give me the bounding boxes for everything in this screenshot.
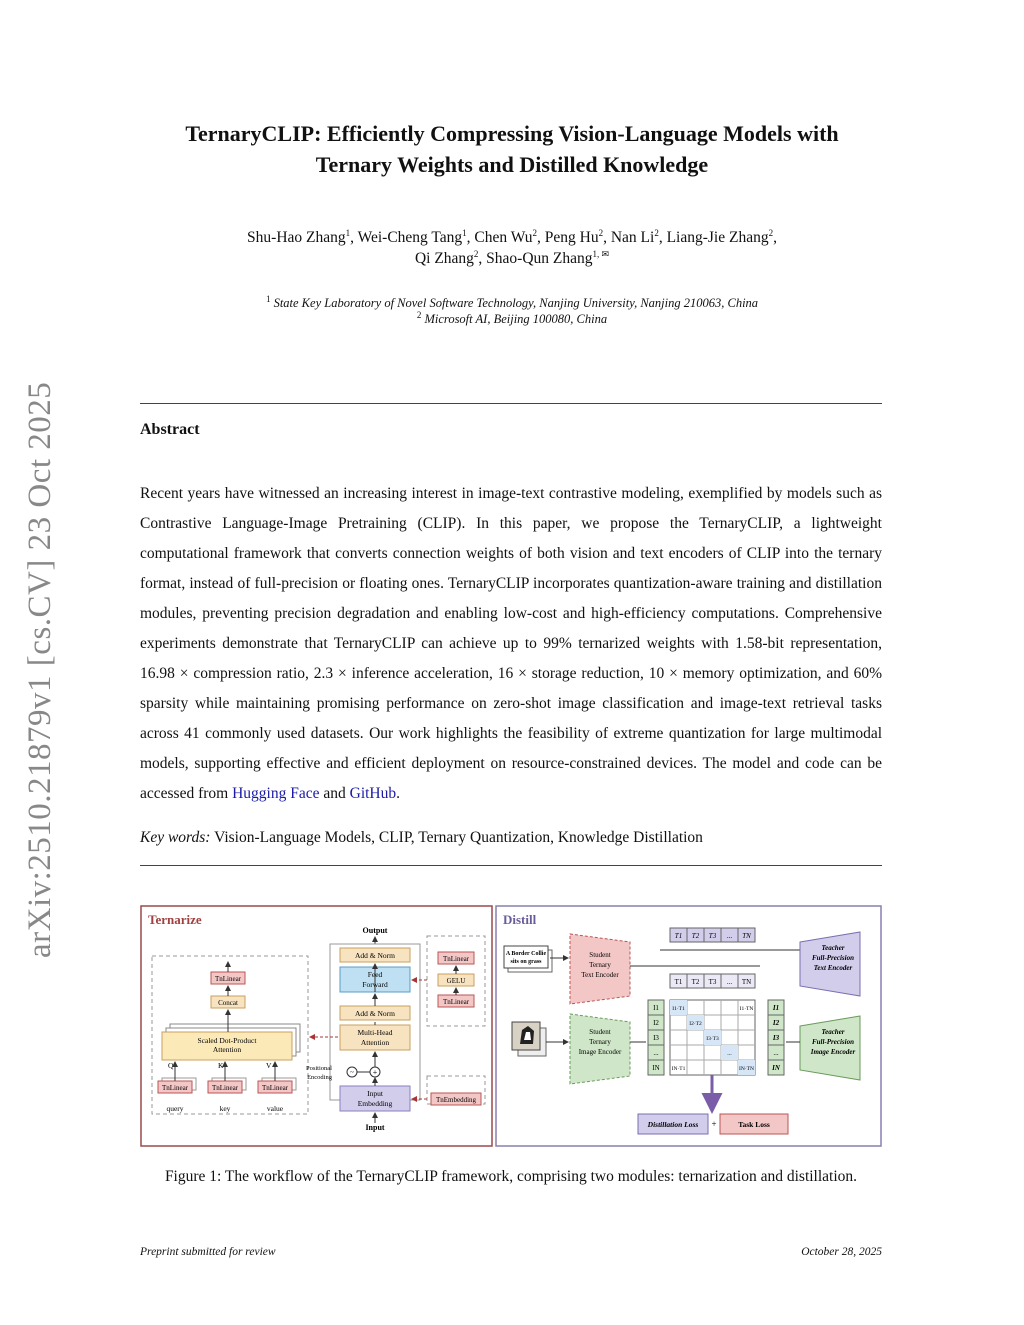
hugging-face-link[interactable]: Hugging Face bbox=[232, 785, 320, 802]
input-label: Input bbox=[365, 1123, 385, 1132]
author-list: Shu-Hao Zhang$^1$, Wei-Cheng Tang$^1$, Chen Wu$^2$, Peng Hu$^2$, Nan Li$^2$, Liang-Jie Zhang$^2$, Qi Zhang$^2$, Shao-Qun Zhang$^{1, ✉}$ bbox=[247, 227, 777, 267]
svg-text:Feed: Feed bbox=[367, 970, 383, 979]
workflow-figure bbox=[140, 904, 884, 1148]
affiliation-1: $^1$ State Key Laboratory of Novel Software Technology, Nanjing University, Nanjing 210063, China bbox=[265, 293, 759, 310]
svg-text:Ternary: Ternary bbox=[589, 1038, 611, 1046]
abstract-heading: Abstract bbox=[140, 421, 200, 438]
svg-text:TnLinear: TnLinear bbox=[261, 1084, 289, 1092]
plus-sign: + bbox=[711, 1119, 717, 1129]
svg-text:TN: TN bbox=[742, 932, 751, 940]
svg-text:GELU: GELU bbox=[446, 977, 466, 985]
similarity-matrix bbox=[670, 1000, 755, 1075]
footer-left: Preprint submitted for review bbox=[140, 1246, 276, 1258]
svg-text:Full-Precision: Full-Precision bbox=[811, 1038, 855, 1046]
svg-text:I3·T3: I3·T3 bbox=[706, 1036, 719, 1042]
query-label: query bbox=[166, 1104, 184, 1113]
svg-text:T2: T2 bbox=[691, 978, 700, 986]
tnlinear-v bbox=[258, 1078, 296, 1093]
svg-text:I1·T1: I1·T1 bbox=[672, 1006, 685, 1012]
svg-text:...: ... bbox=[653, 1049, 659, 1057]
svg-text:I2: I2 bbox=[772, 1019, 780, 1027]
svg-text:TnLinear: TnLinear bbox=[442, 998, 470, 1006]
student-text-tokens bbox=[670, 974, 755, 988]
sdpa-label-2: Attention bbox=[212, 1045, 242, 1054]
positional-label-2: Encoding bbox=[307, 1074, 332, 1081]
svg-text:sits on grass: sits on grass bbox=[510, 959, 542, 965]
output-label: Output bbox=[362, 926, 388, 935]
affiliation-2: $^2$ Microsoft AI, Beijing 100080, China bbox=[416, 309, 608, 326]
abstract-body: Recent years have witnessed an increasing interest in image-text contrastive modeling, exemplified by models such as Contrastive Language-Image Pretraining (CLIP). In this paper, we propose the TernaryCLIP, a lightweight computational framework that converts connection weights of both vision and text encoders of CLIP into the ternary format, instead of full-precision or floating ones. TernaryCLIP incorporates quantization-aware training and distillation modules, preventing precision degradation and enabling low-cost and high-efficiency computations. Comprehensive experiments demonstrate that TernaryCLIP can achieve up to 99% ternarized weights with 1.58-bit representation, 16.98 × compression ratio, 2.3 × inference acceleration, 16 × storage reduction, 10 × memory optimization, and 60% sparsity while maintaining promising performance on zero-shot image classification and image-text retrieval tasks across 41 commonly used datasets. Our work highlights the feasibility of extreme quantization for large multimodal models, supporting effective and efficient deployment on resource-constrained devices. The model and code can be accessed from Hugging Face and GitHub. bbox=[140, 485, 882, 802]
tnlinear-k bbox=[208, 1078, 246, 1093]
affiliations bbox=[150, 295, 874, 327]
svg-text:Teacher: Teacher bbox=[821, 944, 845, 952]
svg-text:Distillation Loss: Distillation Loss bbox=[647, 1120, 699, 1129]
svg-text:Student: Student bbox=[589, 1028, 611, 1036]
svg-text:Student: Student bbox=[589, 951, 611, 959]
svg-text:TnEmbedding: TnEmbedding bbox=[435, 1096, 477, 1104]
figure-caption: Figure 1: The workflow of the TernaryCLIP framework, comprising two modules: ternarization and distillation. bbox=[164, 1168, 858, 1185]
arxiv-side-label: arXiv:2510.21879v1 [cs.CV] 23 Oct 2025 bbox=[22, 381, 58, 958]
svg-text:Task Loss: Task Loss bbox=[738, 1120, 770, 1129]
divider bbox=[140, 865, 882, 866]
svg-text:Forward: Forward bbox=[362, 980, 388, 989]
svg-text:...: ... bbox=[773, 1049, 779, 1057]
svg-text:I2: I2 bbox=[653, 1019, 659, 1027]
author: Shu-Hao Zhang bbox=[247, 229, 346, 246]
svg-text:Attention: Attention bbox=[360, 1038, 390, 1047]
svg-text:Ternary: Ternary bbox=[589, 961, 611, 969]
v-label: V bbox=[266, 1061, 272, 1070]
ternarize-title: Ternarize bbox=[148, 912, 202, 927]
student-text-encoder bbox=[570, 934, 630, 1004]
svg-text:I1: I1 bbox=[653, 1004, 659, 1012]
paper-title bbox=[120, 118, 904, 180]
svg-text:Image Encoder: Image Encoder bbox=[810, 1048, 856, 1056]
title-line-1: TernaryCLIP: Efficiently Compressing Vision-Language Models with bbox=[185, 121, 839, 146]
svg-text:IN·T1: IN·T1 bbox=[671, 1066, 686, 1072]
svg-text:Multi-Head: Multi-Head bbox=[357, 1028, 393, 1037]
author: Shao-Qun Zhang bbox=[486, 250, 593, 267]
svg-text:IN: IN bbox=[772, 1064, 780, 1072]
divider bbox=[140, 403, 882, 404]
github-link[interactable]: GitHub bbox=[349, 785, 397, 802]
svg-text:...: ... bbox=[726, 978, 733, 986]
svg-text:TnLinear: TnLinear bbox=[442, 955, 470, 963]
concat-label: Concat bbox=[218, 999, 238, 1007]
tnlinear-out-label: TnLinear bbox=[214, 975, 242, 983]
svg-text:I3: I3 bbox=[772, 1034, 780, 1042]
author: Chen Wu bbox=[474, 229, 533, 246]
svg-text:TnLinear: TnLinear bbox=[161, 1084, 189, 1092]
svg-text:~: ~ bbox=[350, 1068, 354, 1077]
footer-right: October 28, 2025 bbox=[801, 1246, 882, 1258]
svg-text:IN: IN bbox=[652, 1064, 660, 1072]
svg-text:Teacher: Teacher bbox=[821, 1028, 845, 1036]
svg-text:TN: TN bbox=[741, 978, 752, 986]
svg-text:I1·TN: I1·TN bbox=[739, 1006, 754, 1012]
svg-text:...: ... bbox=[726, 932, 733, 940]
author: Liang-Jie Zhang bbox=[666, 229, 769, 246]
sdpa-label-1: Scaled Dot-Product bbox=[197, 1036, 257, 1045]
svg-text:I1: I1 bbox=[772, 1004, 780, 1012]
teacher-text-tokens bbox=[670, 928, 755, 942]
svg-text:T3: T3 bbox=[708, 978, 717, 986]
author: Peng Hu bbox=[544, 229, 599, 246]
key-label: key bbox=[219, 1104, 231, 1113]
svg-text:T1: T1 bbox=[674, 978, 683, 986]
q-label: Q bbox=[168, 1061, 174, 1070]
svg-text:I2·T2: I2·T2 bbox=[689, 1021, 702, 1027]
svg-text:+: + bbox=[372, 1068, 378, 1077]
k-label: K bbox=[218, 1061, 224, 1070]
svg-text:Embedding: Embedding bbox=[357, 1099, 393, 1108]
title-line-2: Ternary Weights and Distilled Knowledge bbox=[315, 152, 709, 177]
svg-text:A Border Collie: A Border Collie bbox=[505, 951, 547, 957]
svg-text:T3: T3 bbox=[708, 932, 717, 940]
svg-text:IN·TN: IN·TN bbox=[739, 1066, 754, 1072]
teacher-image-tokens bbox=[768, 1000, 784, 1075]
svg-text:Text Encoder: Text Encoder bbox=[813, 964, 853, 972]
author: Nan Li bbox=[610, 229, 655, 246]
svg-text:Add & Norm: Add & Norm bbox=[355, 951, 395, 960]
distill-title: Distill bbox=[503, 912, 537, 927]
keywords: Key words: Vision-Language Models, CLIP, Ternary Quantization, Knowledge Distillation bbox=[140, 829, 703, 846]
svg-text:Input: Input bbox=[367, 1089, 383, 1098]
svg-text:T2: T2 bbox=[691, 932, 700, 940]
author: Qi Zhang bbox=[414, 250, 474, 267]
svg-text:I3: I3 bbox=[653, 1034, 659, 1042]
svg-text:TnLinear: TnLinear bbox=[211, 1084, 239, 1092]
svg-text:...: ... bbox=[727, 1051, 732, 1057]
positional-label-1: Positional bbox=[305, 1065, 332, 1072]
student-image-tokens bbox=[648, 1000, 664, 1075]
svg-text:T1: T1 bbox=[674, 932, 683, 940]
svg-text:Image Encoder: Image Encoder bbox=[578, 1048, 622, 1056]
svg-text:Full-Precision: Full-Precision bbox=[811, 954, 855, 962]
svg-text:Add & Norm: Add & Norm bbox=[355, 1009, 395, 1018]
value-label: value bbox=[266, 1104, 284, 1113]
author: Wei-Cheng Tang bbox=[357, 229, 463, 246]
svg-text:Text Encoder: Text Encoder bbox=[581, 971, 619, 979]
tnlinear-q bbox=[158, 1078, 196, 1093]
